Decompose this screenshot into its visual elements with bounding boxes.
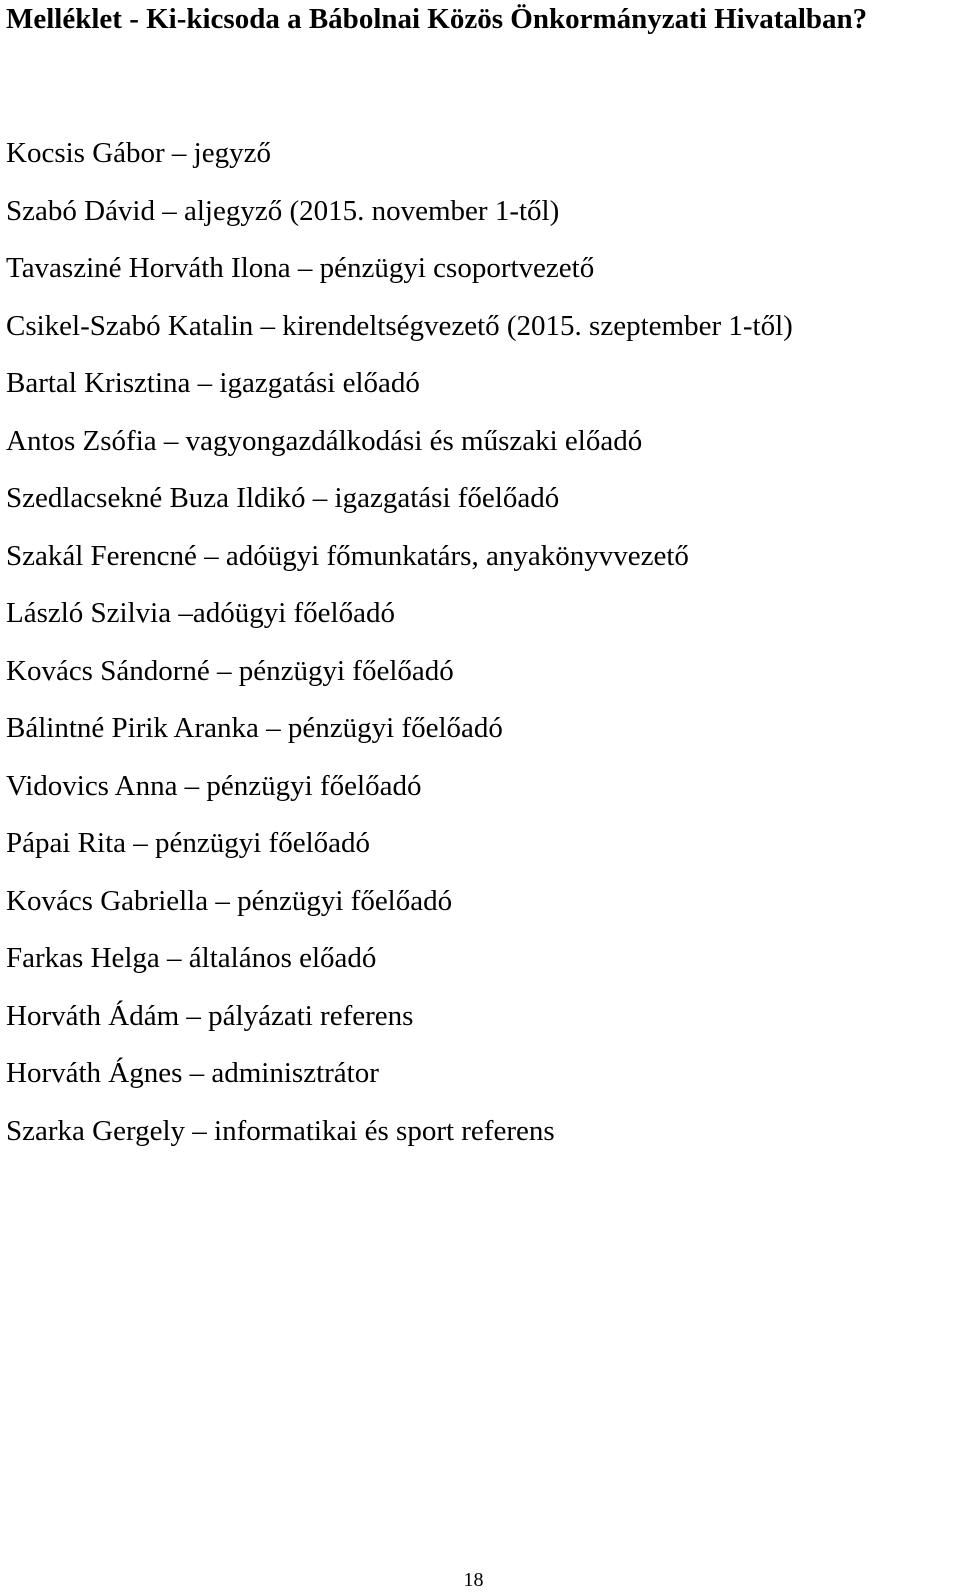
staff-entry: Kocsis Gábor – jegyző [6,137,271,169]
staff-entry: Farkas Helga – általános előadó [6,942,377,974]
staff-entry: Pápai Rita – pénzügyi főelőadó [6,827,371,859]
staff-entry: Antos Zsófia – vagyongazdálkodási és műszaki előadó [6,424,643,457]
staff-entry: Horváth Ádám – pályázati referens [6,999,414,1032]
staff-entry: Horváth Ágnes – adminisztrátor [6,1057,379,1089]
staff-entry: Szabó Dávid – aljegyző (2015. november 1-től) [6,194,560,227]
staff-list [6,130,793,1165]
staff-entry: Szedlacsekné Buza Ildikó – igazgatási főelőadó [6,482,560,514]
staff-entry: Kovács Gabriella – pénzügyi főelőadó [6,884,453,917]
staff-entry: Bálintné Pirik Aranka – pénzügyi főelőadó [6,712,503,744]
staff-entry: Tavasziné Horváth Ilona – pénzügyi csoportvezető [6,252,595,284]
staff-entry: Bartal Krisztina – igazgatási előadó [6,367,420,399]
document-heading: Melléklet - Ki-kicsoda a Bábolnai Közös Önkormányzati Hivatalban? [6,3,868,35]
staff-entry: Szarka Gergely – informatikai és sport referens [6,1114,555,1147]
staff-entry: Vidovics Anna – pénzügyi főelőadó [6,769,422,802]
staff-entry: László Szilvia –adóügyi főelőadó [6,597,395,629]
staff-entry: Kovács Sándorné – pénzügyi főelőadó [6,654,454,687]
staff-entry: Csikel-Szabó Katalin – kirendeltségvezető (2015. szeptember 1-től) [6,309,793,342]
staff-entry: Szakál Ferencné – adóügyi főmunkatárs, anyakönyvvezető [6,539,689,572]
page-number: 18 [463,1569,484,1591]
